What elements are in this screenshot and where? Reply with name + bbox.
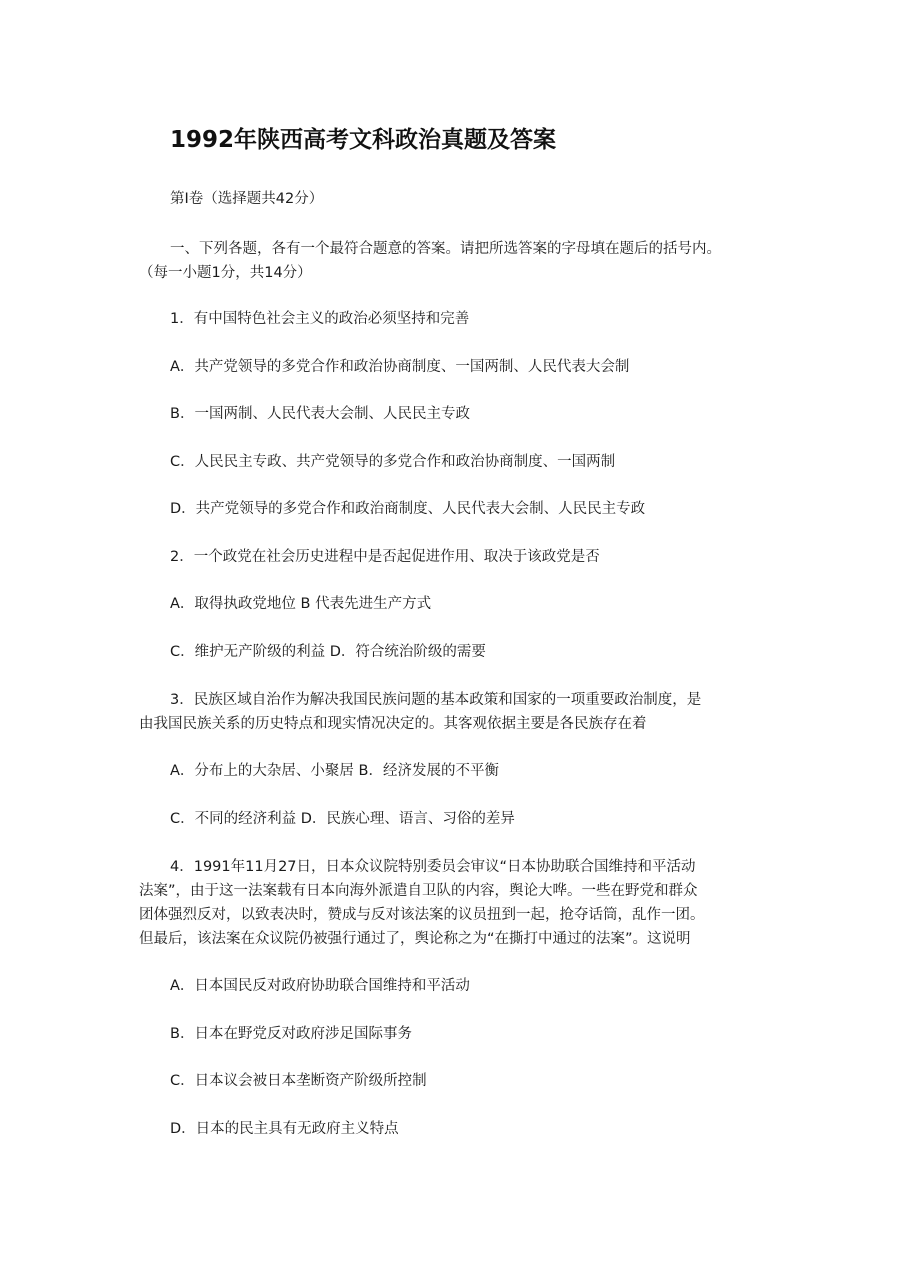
section-intro: [139, 237, 779, 285]
question-4-option-a: A．日本国民反对政府协助联合国维持和平活动: [170, 978, 470, 994]
question-4-option-b: B．日本在野党反对政府涉足国际事务: [170, 1026, 412, 1042]
question-4-option-d: D．日本的民主具有无政府主义特点: [170, 1121, 399, 1137]
question-3-option-cd: C．不同的经济利益 D．民族心理、语言、习俗的差异: [170, 811, 515, 827]
section-intro-line: （每一小题1分，共14分）: [139, 265, 312, 281]
question-2-option-ab: A．取得执政党地位 B 代表先进生产方式: [170, 596, 432, 612]
question-2-option-cd: C．维护无产阶级的利益 D．符合统治阶级的需要: [170, 644, 486, 660]
question-1-stem: 1．有中国特色社会主义的政治必须坚持和完善: [170, 311, 470, 327]
question-3-stem: [139, 688, 779, 736]
question-1-option-c: C．人民民主专政、共产党领导的多党合作和政治协商制度、一国两制: [170, 454, 616, 470]
document-title: 1992年陕西高考文科政治真题及答案: [170, 127, 557, 153]
section-intro-line: 一、下列各题，各有一个最符合题意的答案。请把所选答案的字母填在题后的括号内。: [170, 241, 721, 257]
question-4-stem: [139, 855, 779, 951]
question-4-stem-line: 但最后，该法案在众议院仍被强行通过了，舆论称之为“在撕打中通过的法案”。这说明: [139, 931, 691, 947]
question-3-option-ab: A．分布上的大杂居、小聚居 B．经济发展的不平衡: [170, 763, 499, 779]
question-4-stem-line: 团体强烈反对，以致表决时，赞成与反对该法案的议员扭到一起，抢夺话筒，乱作一团。: [139, 907, 705, 923]
question-1-option-b: B．一国两制、人民代表大会制、人民民主专政: [170, 406, 470, 422]
question-2-stem: 2．一个政党在社会历史进程中是否起促进作用、取决于该政党是否: [170, 549, 600, 565]
question-3-stem-line: 由我国民族关系的历史特点和现实情况决定的。其客观依据主要是各民族存在着: [139, 716, 647, 732]
question-3-stem-line: 3．民族区域自治作为解决我国民族问题的基本政策和国家的一项重要政治制度，是: [170, 692, 702, 708]
volume-heading: 第Ⅰ卷（选择题共42分）: [170, 191, 324, 207]
question-1-option-d: D．共产党领导的多党合作和政治商制度、人民代表大会制、人民民主专政: [170, 501, 646, 517]
question-4-stem-line: 法案”，由于这一法案载有日本向海外派遣自卫队的内容，舆论大哗。一些在野党和群众: [139, 883, 698, 899]
question-4-option-c: C．日本议会被日本垄断资产阶级所控制: [170, 1073, 427, 1089]
question-1-option-a: A．共产党领导的多党合作和政治协商制度、一国两制、人民代表大会制: [170, 359, 630, 375]
question-4-stem-line: 4．1991年11月27日，日本众议院特别委员会审议“日本协助联合国维持和平活动: [170, 859, 696, 875]
